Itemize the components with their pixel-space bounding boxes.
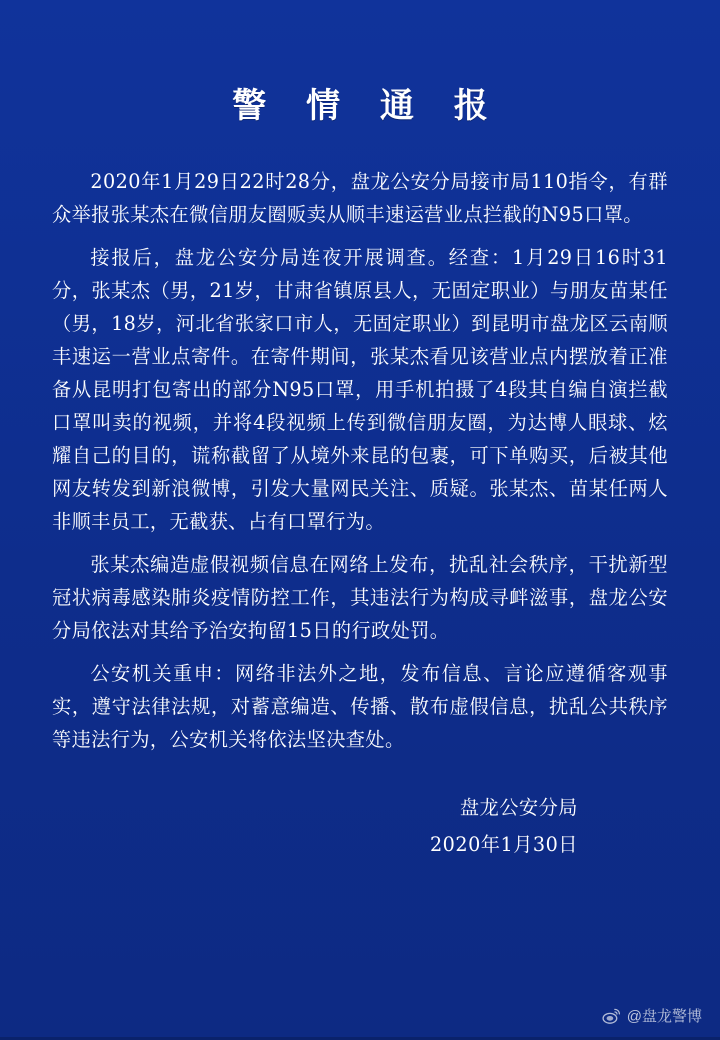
signature-issuer: 盘龙公安分局 bbox=[459, 796, 578, 820]
notice-body bbox=[52, 165, 668, 1040]
paragraph-3: 张某杰编造虚假视频信息在网络上发布，扰乱社会秩序，干扰新型冠状病毒感染肺炎疫情防控工作，其违法行为构成寻衅滋事，盘龙公安分局依法对其给予治安拘留15日的行政处罚。 bbox=[52, 553, 668, 643]
paragraph-2: 接报后，盘龙公安分局连夜开展调查。经查：1月29日16时31分，张某杰（男，21岁，甘肃省镇原县人，无固定职业）与朋友苗某任（男，18岁，河北省张家口市人，无固定职业）到昆明市盘龙区云南顺丰速运一营业点寄件。在寄件期间，张某杰看见该营业点内摆放着正准备从昆明打包寄出的部分N95口罩，用手机拍摄了4段其自编自演拦截口罩叫卖的视频，并将4段视频上传到微信朋友圈，为达博人眼球、炫耀自己的目的，谎称截留了从境外来昆的包裹，可下单购买，后被其他网友转发到新浪微博，引发大量网民关注、质疑。张某杰、苗某任两人非顺丰员工，无截获、占有口罩行为。 bbox=[52, 246, 668, 534]
watermark bbox=[602, 1005, 702, 1026]
watermark-account: @盘龙警博 bbox=[626, 1008, 702, 1025]
weibo-icon bbox=[602, 1006, 621, 1025]
page-title: 警 情 通 报 bbox=[232, 86, 502, 126]
signature-date: 2020年1月30日 bbox=[429, 832, 578, 856]
paragraph-4: 公安机关重申：网络非法外之地，发布信息、言论应遵循客观事实，遵守法律法规，对蓄意编造、传播、散布虚假信息，扰乱公共秩序等违法行为，公安机关将依法坚决查处。 bbox=[52, 662, 668, 752]
paragraph-1: 2020年1月29日22时28分，盘龙公安分局接市局110指令，有群众举报张某杰在微信朋友圈贩卖从顺丰速运营业点拦截的N95口罩。 bbox=[52, 170, 668, 227]
signature-block bbox=[52, 790, 616, 863]
